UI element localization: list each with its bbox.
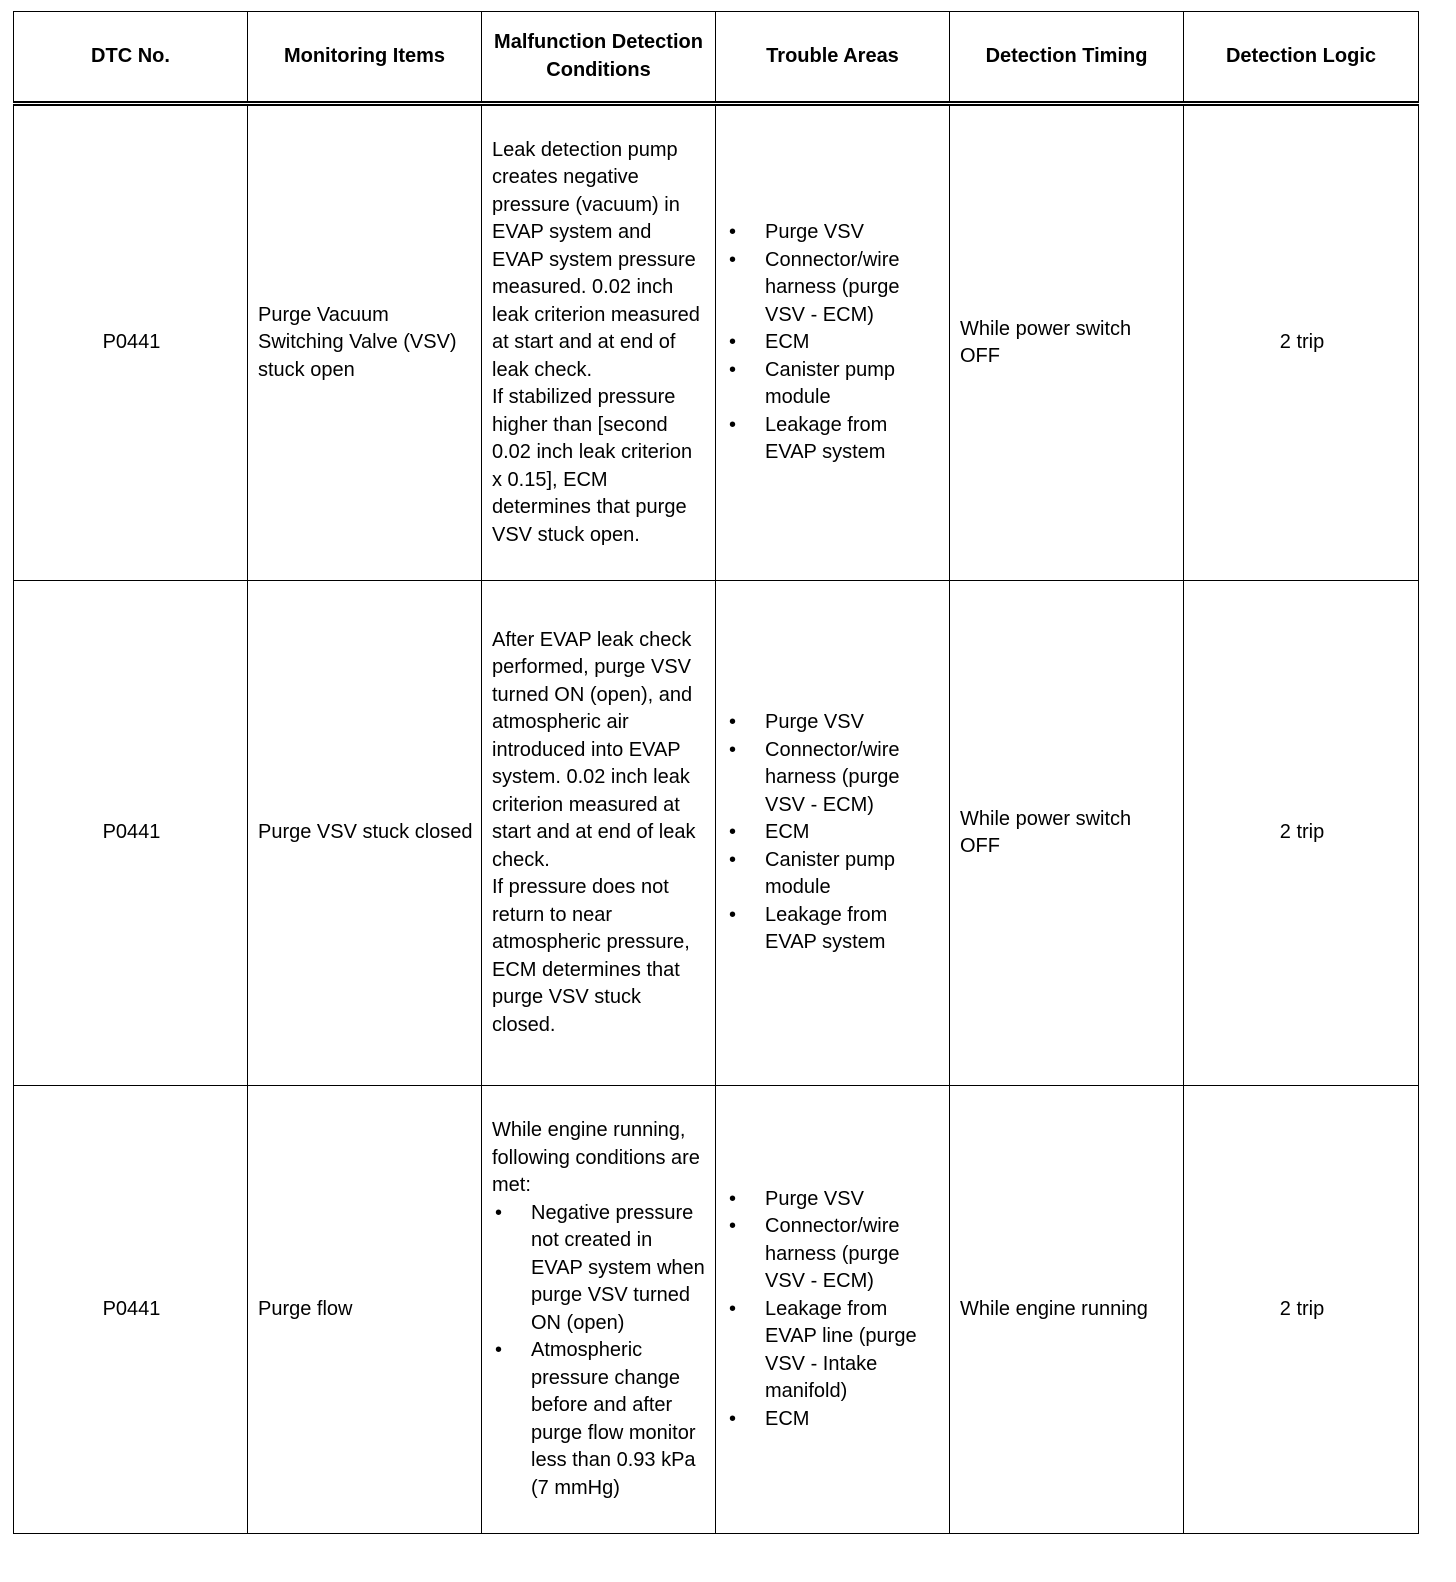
table-row — [14, 581, 1419, 1086]
monitoring-item-cell: Purge Vacuum Switching Valve (VSV) stuck open — [248, 104, 482, 581]
trouble-areas-cell — [716, 1086, 950, 1534]
bullet-icon: • — [729, 848, 737, 871]
detection-logic-cell: 2 trip — [1184, 1086, 1419, 1534]
conditions-list — [492, 1200, 707, 1503]
bullet-icon: • — [729, 358, 737, 381]
dtc-table — [13, 11, 1419, 1534]
bullet-icon: • — [729, 1215, 737, 1238]
dtc-no-cell: P0441 — [14, 104, 248, 581]
bullet-icon: • — [729, 711, 737, 734]
list-item: • Atmospheric pressure change before and after purge flow monitor less than 0.93 kPa (7 mmHg) — [495, 1339, 696, 1499]
detection-timing-cell: While power switch OFF — [950, 104, 1184, 581]
conditions-intro: While engine running, following conditions are met: — [492, 1119, 700, 1196]
header-detection-timing: Detection Timing — [950, 12, 1184, 104]
bullet-icon: • — [729, 738, 737, 761]
list-item: • Canister pump module — [729, 358, 896, 409]
table-row — [14, 104, 1419, 581]
list-item: • Purge VSV — [726, 709, 941, 737]
list-item: • ECM — [726, 1406, 941, 1434]
bullet-icon: • — [729, 1407, 737, 1430]
detection-timing-cell: While engine running — [950, 1086, 1184, 1534]
header-detection-logic: Detection Logic — [1184, 12, 1419, 104]
bullet-icon: • — [495, 1339, 503, 1361]
dtc-no-cell: P0441 — [14, 1086, 248, 1534]
bullet-icon: • — [729, 903, 737, 926]
list-item: • ECM — [726, 819, 941, 847]
detection-logic-cell: 2 trip — [1184, 104, 1419, 581]
table-row — [14, 1086, 1419, 1534]
header-row — [14, 12, 1419, 104]
bullet-icon: • — [495, 1201, 503, 1224]
list-item: • Connector/wire harness (purge VSV - ECM) — [729, 738, 900, 816]
bullet-icon: • — [729, 221, 737, 244]
bullet-icon: • — [729, 821, 737, 844]
conditions-text-2: If pressure does not return to near atmospheric pressure, ECM determines that purge VSV stuck closed. — [492, 876, 690, 1036]
bullet-icon: • — [729, 1187, 737, 1210]
detection-logic-cell: 2 trip — [1184, 581, 1419, 1086]
conditions-text-2: If stabilized pressure higher than [second 0.02 inch leak criterion x 0.15], ECM determines that purge VSV stuck open. — [492, 386, 693, 546]
header-malfunction-detection-conditions: Malfunction Detection Conditions — [482, 12, 716, 104]
conditions-cell — [482, 104, 716, 581]
bullet-icon: • — [729, 1297, 737, 1320]
list-item: • Leakage from EVAP system — [729, 903, 888, 954]
list-item: • Connector/wire harness (purge VSV - ECM) — [729, 248, 900, 326]
dtc-no-cell: P0441 — [14, 581, 248, 1086]
list-item: • Connector/wire harness (purge VSV - ECM) — [729, 1215, 900, 1293]
bullet-icon: • — [729, 331, 737, 354]
trouble-areas-list — [726, 709, 941, 957]
list-item: • Leakage from EVAP line (purge VSV - Intake manifold) — [729, 1297, 917, 1403]
header-monitoring-items: Monitoring Items — [248, 12, 482, 104]
conditions-text: Leak detection pump creates negative pressure (vacuum) in EVAP system and EVAP system pressure measured. 0.02 inch leak criterion measured at start and at end of leak check. — [492, 138, 700, 381]
trouble-areas-list — [726, 1186, 941, 1434]
conditions-cell — [482, 581, 716, 1086]
list-item: • ECM — [726, 329, 941, 357]
detection-timing-cell: While power switch OFF — [950, 581, 1184, 1086]
monitoring-item-cell: Purge VSV stuck closed — [248, 581, 482, 1086]
bullet-icon: • — [729, 413, 737, 436]
header-dtc-no: DTC No. — [14, 12, 248, 104]
list-item: • Purge VSV — [726, 219, 941, 247]
bullet-icon: • — [729, 248, 737, 271]
trouble-areas-cell — [716, 104, 950, 581]
trouble-areas-cell — [716, 581, 950, 1086]
conditions-text: After EVAP leak check performed, purge VSV turned ON (open), and atmospheric air introduced into EVAP system. 0.02 inch leak criterion measured at start and at end of leak check. — [492, 628, 696, 871]
header-trouble-areas: Trouble Areas — [716, 12, 950, 104]
list-item: • Canister pump module — [729, 848, 896, 899]
list-item: • Negative pressure not created in EVAP system when purge VSV turned ON (open) — [495, 1201, 705, 1334]
list-item: • Leakage from EVAP system — [729, 413, 888, 464]
list-item: • Purge VSV — [726, 1186, 941, 1214]
monitoring-item-cell: Purge flow — [248, 1086, 482, 1534]
conditions-cell — [482, 1086, 716, 1534]
trouble-areas-list — [726, 219, 941, 467]
